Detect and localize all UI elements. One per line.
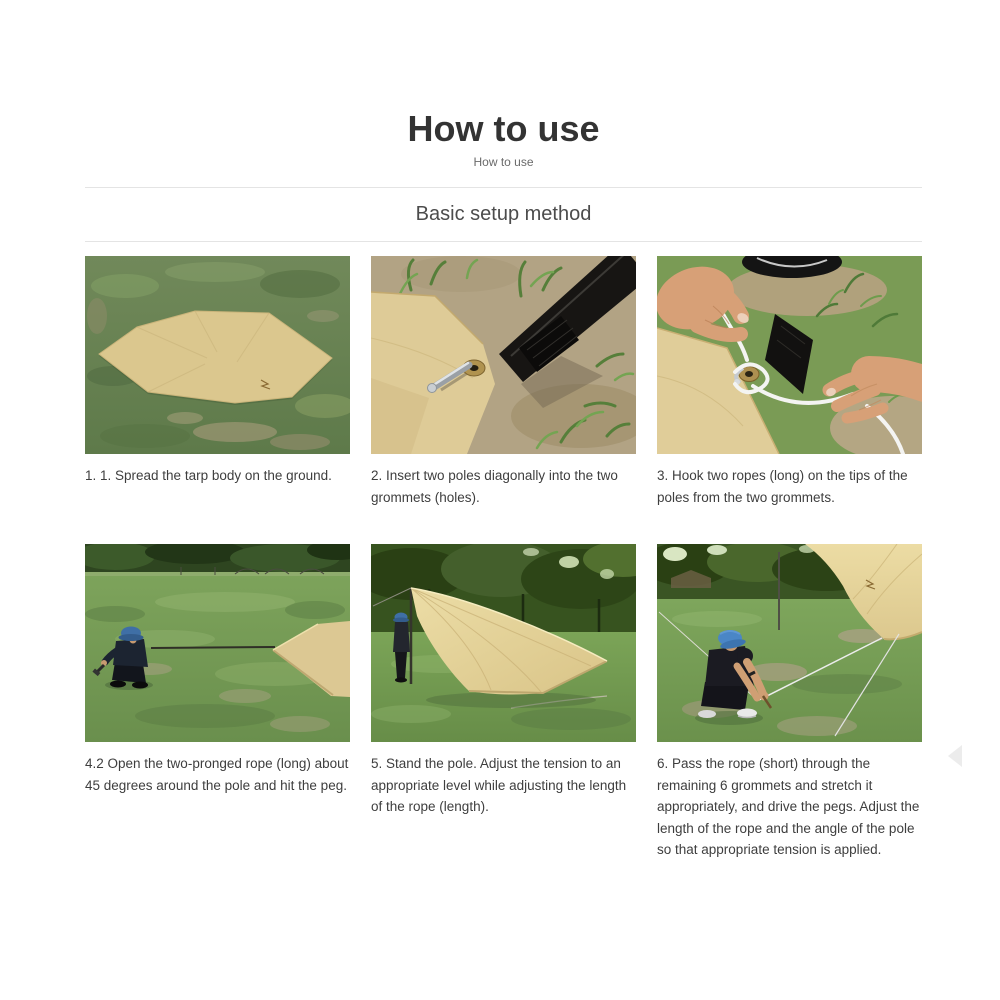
step-figure bbox=[85, 256, 350, 544]
photo-pole-tip-in-grommet bbox=[371, 256, 636, 454]
step-caption: 6. Pass the rope (short) through the remaining 6 grommets and stretch it appropriately, and drive the pegs. Adjust the length of the rope and the angle of the pole so that appropriate tension is applied. bbox=[657, 756, 920, 857]
step-figure bbox=[657, 256, 922, 544]
carousel-prev-icon[interactable] bbox=[948, 745, 962, 767]
step-figure bbox=[371, 544, 636, 861]
step-figure bbox=[85, 544, 350, 861]
photo-driving-pegs bbox=[657, 544, 922, 742]
photo-standing-the-pole bbox=[371, 544, 636, 742]
photo-tarp-spread-on-ground bbox=[85, 256, 350, 454]
photo-opening-rope-hitting-peg bbox=[85, 544, 350, 742]
step-caption: 2. Insert two poles diagonally into the two grommets (holes). bbox=[371, 468, 618, 505]
section-heading: Basic setup method bbox=[415, 203, 592, 225]
step-figure bbox=[371, 256, 636, 544]
divider bbox=[85, 241, 922, 242]
how-to-use-section bbox=[85, 0, 922, 861]
photo-hands-hooking-ropes bbox=[657, 256, 922, 454]
step-figure bbox=[657, 544, 922, 861]
step-caption: 3. Hook two ropes (long) on the tips of the poles from the two grommets. bbox=[657, 468, 908, 505]
page-subtitle: How to use bbox=[473, 155, 534, 169]
step-caption: 4.2 Open the two-pronged rope (long) about 45 degrees around the pole and hit the peg. bbox=[85, 756, 349, 793]
step-caption: 5. Stand the pole. Adjust the tension to an appropriate level while adjusting the length of the rope (length). bbox=[371, 756, 627, 814]
page-title: How to use bbox=[407, 108, 600, 149]
step-caption: 1. 1. Spread the tarp body on the ground. bbox=[85, 468, 332, 483]
divider bbox=[85, 187, 922, 188]
steps-grid bbox=[85, 256, 922, 861]
